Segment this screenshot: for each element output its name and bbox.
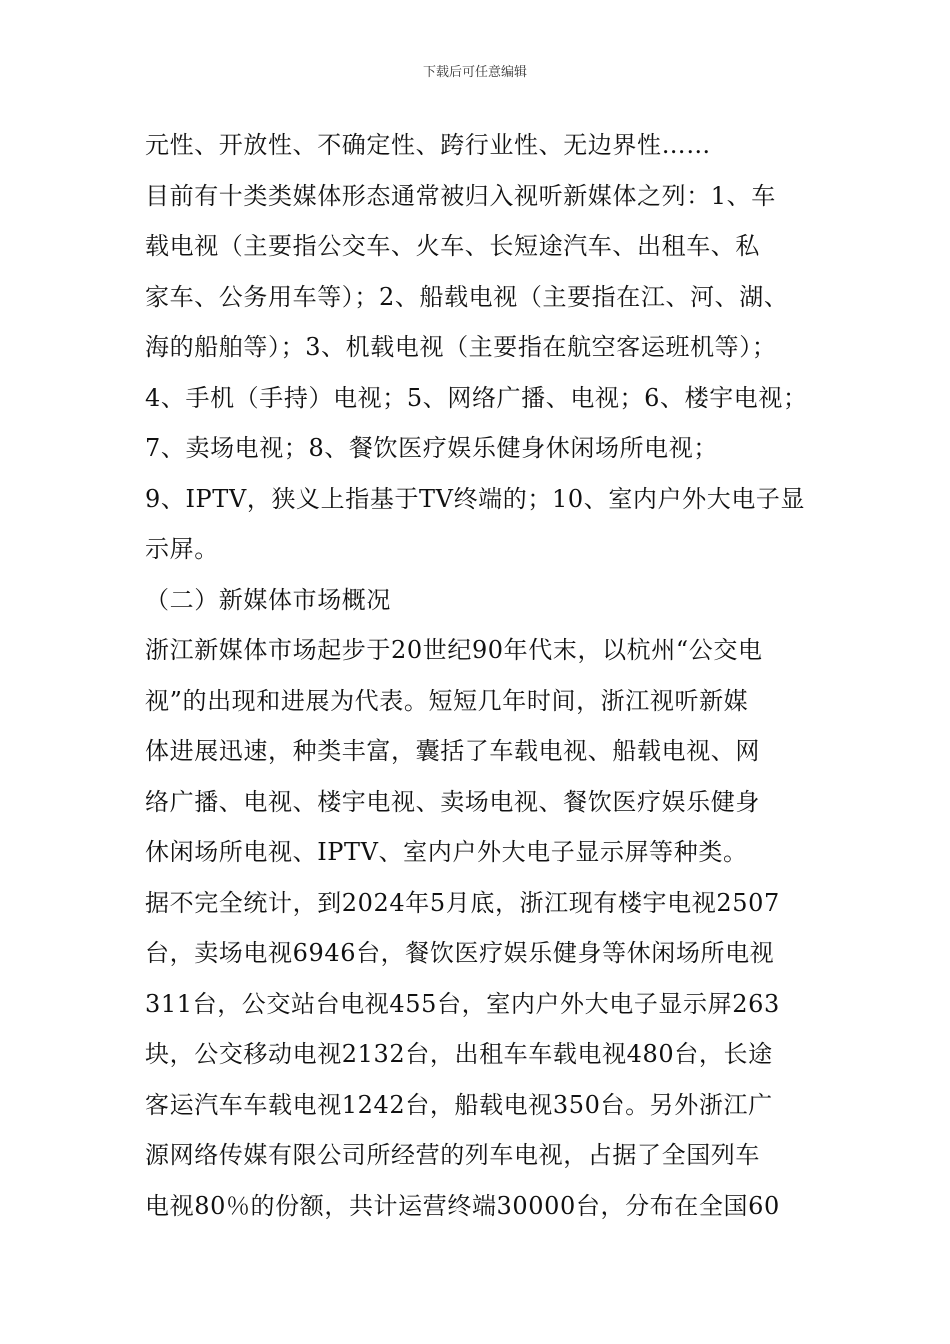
text-line: 休闲场所电视、IPTV、室内户外大电子显示屏等种类。 — [145, 838, 748, 866]
text-line: 示屏。 — [145, 535, 219, 563]
text-line: 家车、公务用车等）；2、船载电视（主要指在江、河、湖、 — [145, 282, 789, 311]
text-line: 台，卖场电视6946台，餐饮医疗娱乐健身等休闲场所电视 — [145, 939, 775, 967]
text-line: 9、IPTV，狭义上指基于TV终端的；10、室内户外大电子显 — [145, 484, 806, 513]
text-line: 海的船舶等）；3、机载电视（主要指在航空客运班机等）； — [145, 333, 777, 361]
text-line: 据不完全统计，到2024年5月底，浙江现有楼宇电视2507 — [145, 888, 780, 917]
text-line: 络广播、电视、楼宇电视、卖场电视、餐饮医疗娱乐健身 — [145, 787, 760, 816]
text-line: 源网络传媒有限公司所经营的列车电视，占据了全国列车 — [145, 1141, 760, 1169]
document-body — [145, 120, 825, 1231]
text-line: 视”的出现和进展为代表。短短几年时间，浙江视听新媒 — [145, 686, 749, 715]
text-line: 7、卖场电视；8、餐饮医疗娱乐健身休闲场所电视； — [145, 434, 718, 462]
section-heading: （二）新媒体市场概况 — [145, 585, 391, 614]
text-line: 目前有十类类媒体形态通常被归入视听新媒体之列：1、车 — [145, 181, 776, 210]
text-line: 元性、开放性、不确定性、跨行业性、无边界性…… — [145, 131, 711, 159]
text-line: 电视80％的份额，共计运营终端30000台，分布在全国60 — [145, 1191, 780, 1220]
text-line: 4、手机（手持）电视；5、网络广播、电视；6、楼宇电视； — [145, 383, 808, 412]
text-line: 311台，公交站台电视455台，室内户外大电子显示屏263 — [145, 989, 780, 1018]
text-line: 客运汽车车载电视1242台，船载电视350台。另外浙江广 — [145, 1090, 773, 1119]
page-header: 下载后可任意编辑 — [422, 65, 527, 80]
text-line: 块，公交移动电视2132台，出租车车载电视480台，长途 — [145, 1040, 773, 1068]
text-line: 体进展迅速，种类丰富，囊括了车载电视、船载电视、网 — [145, 737, 760, 765]
text-line: 浙江新媒体市场起步于20世纪90年代末，以杭州“公交电 — [145, 636, 763, 664]
text-line: 载电视（主要指公交车、火车、长短途汽车、出租车、私 — [145, 232, 760, 260]
